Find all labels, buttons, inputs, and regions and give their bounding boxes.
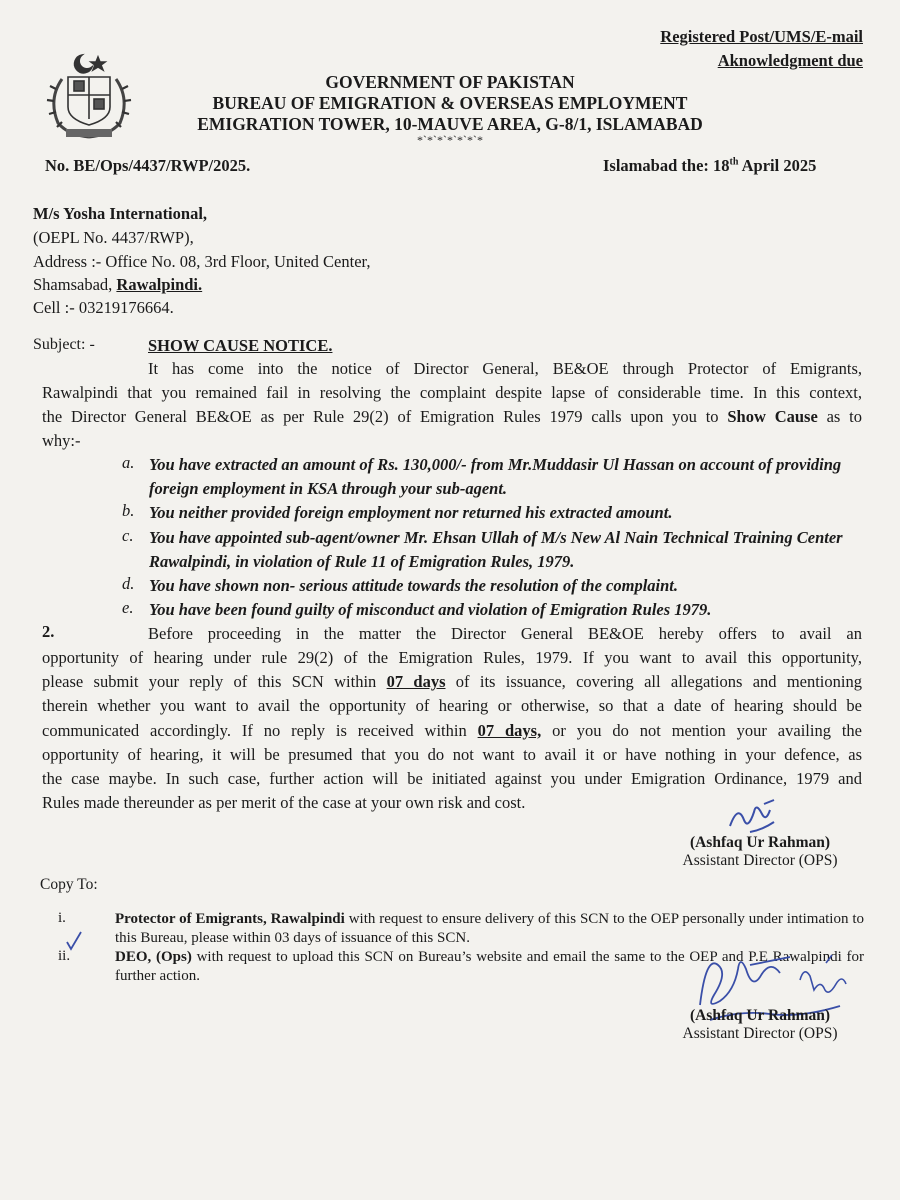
header-ornament: *`*`*`*`*`*`* xyxy=(417,133,483,147)
header-line-1: GOVERNMENT OF PAKISTAN xyxy=(325,72,575,92)
header-line-2: BUREAU OF EMIGRATION & OVERSEAS EMPLOYMENT xyxy=(212,93,688,113)
check-mark-icon xyxy=(64,930,84,957)
addressee-address-1: Address :- Office No. 08, 3rd Floor, United Center, xyxy=(33,252,371,271)
para1-body: Rawalpindi that you remained fail in resolving the complaint despite lapse of considerable time. In this context, the Director General BE&OE as per Rule 29(2) of Emigration Rules 1979 calls upon you to Show Cause as to why:- xyxy=(42,383,862,451)
date-line: Islamabad the: 18th April 2025 xyxy=(603,156,817,175)
para2-body: opportunity of hearing under rule 29(2) of the Emigration Rules, 1979. If you want to avail this opportunity, please submit your reply of this SCN within 07 days of its issuance, covering all allegations and mentioning therein whether you want to avail the opportunity of hearing or otherwise, so that a date of hearing should be communicated accordingly. If no reply is received within 07 days, or you do not mention your availing the opportunity of hearing, it will be presumed that you do not want to avail it or have nothing in your defence, as the case maybe. In such case, further action will be initiated against you under Emigration Ordinance, 1979 and Rules made thereunder as per merit of the case at your own risk and cost. xyxy=(42,648,862,813)
signatory-2: (Ashfaq Ur Rahman) Assistant Director (OPS) xyxy=(682,1007,838,1042)
acknowledgment-label: Aknowledgment due xyxy=(717,51,863,70)
charge-item: c. You have appointed sub-agent/owner Mr. Ehsan Ullah of M/s New Al Nain Technical Training Center Rawalpindi, in violation of Rule 11 of Emigration Rules, 1979. xyxy=(122,525,843,571)
charge-item: a. You have extracted an amount of Rs. 130,000/- from Mr.Muddasir Ul Hassan on account of providing foreign employment in KSA through your sub-agent. xyxy=(122,453,842,499)
addressee-name: M/s Yosha International, xyxy=(33,204,208,223)
registered-post-label: Registered Post/UMS/E-mail xyxy=(660,27,863,46)
charge-item: e. You have been found guilty of misconduct and violation of Emigration Rules 1979. xyxy=(122,598,712,620)
addressee-cell: Cell :- 03219176664. xyxy=(33,298,174,317)
para2-number: 2. xyxy=(42,622,55,641)
copy-to-label: Copy To: xyxy=(40,876,98,893)
charges-list xyxy=(122,453,867,622)
addressee-oepl: (OEPL No. 4437/RWP), xyxy=(33,228,194,247)
copy-to-item: i. Protector of Emigrants, Rawalpindi with request to ensure delivery of this SCN to the OEP personally under intimation to this Bureau, please within 03 days of issuance of this SCN. xyxy=(58,910,864,946)
addressee-address-2: Shamsabad, Rawalpindi. xyxy=(33,275,203,294)
charge-item: d. You have shown non- serious attitude towards the resolution of the complaint. xyxy=(122,574,679,596)
reference-number: No. BE/Ops/4437/RWP/2025. xyxy=(45,156,251,175)
subject-label: Subject: - xyxy=(33,336,95,353)
signatory-1: (Ashfaq Ur Rahman) Assistant Director (OPS) xyxy=(682,834,838,869)
charge-item: b. You neither provided foreign employment nor returned his extracted amount. xyxy=(122,501,673,523)
subject-title: SHOW CAUSE NOTICE. xyxy=(148,336,333,355)
para2-line1: Before proceeding in the matter the Director General BE&OE hereby offers to avail an xyxy=(148,624,862,643)
copy-to-item: ii. DEO, (Ops) with request to upload this SCN on Bureau’s website and email the same to the OEP and P.E Rawalpindi for further action. xyxy=(58,948,864,984)
para1-line1: It has come into the notice of Director General, BE&OE through Protector of Emigrants, xyxy=(148,359,862,378)
header-line-3: EMIGRATION TOWER, 10-MAUVE AREA, G-8/1, ISLAMABAD xyxy=(197,114,703,134)
